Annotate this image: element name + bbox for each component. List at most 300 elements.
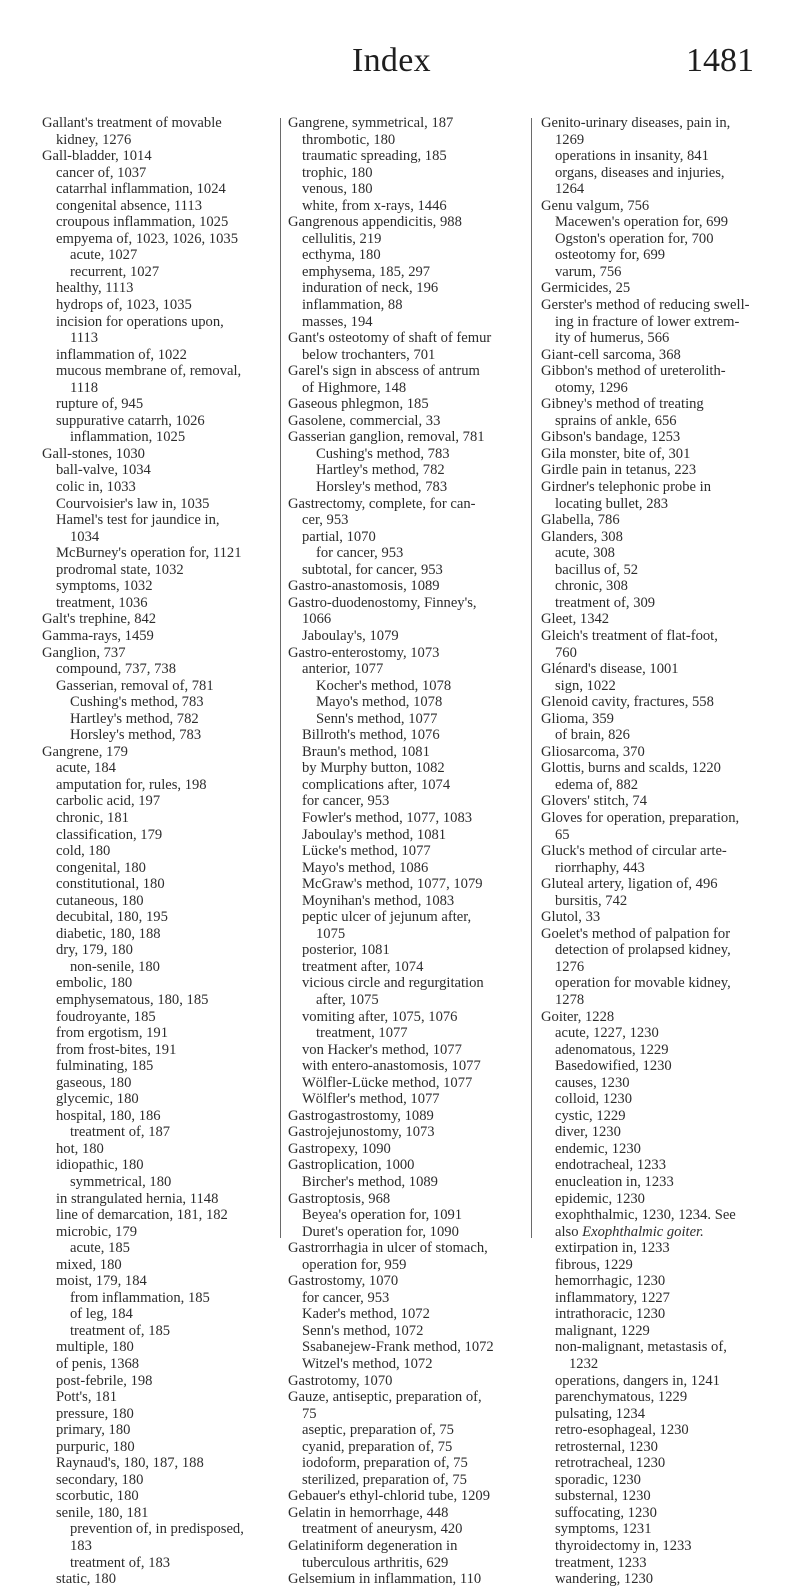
index-entry [42,777,272,794]
index-entry [541,1042,781,1059]
index-entry-text: Jaboulay's, 1079 [302,627,399,644]
index-entry [42,628,272,645]
index-entry-text: Horsley's method, 783 [70,727,202,744]
index-entry [541,1108,781,1125]
index-entry-text: Gleich's treatment of flat-foot, [541,627,718,644]
index-entry-text: wandering, 1230 [555,1571,654,1588]
index-entry-text: traumatic spreading, 185 [302,148,447,165]
index-entry-text: tuberculous arthritis, 629 [302,1554,449,1571]
index-entry-text: Ganglion, 737 [42,644,126,661]
index-entry-text: cer, 953 [302,512,349,529]
index-entry [288,1124,528,1141]
index-entry-text: emphysema, 185, 297 [302,263,431,280]
index-entry [541,893,781,910]
index-entry-text: also [555,1223,583,1240]
index-entry [288,1058,528,1075]
index-entry-text: Gelsemium in inflammation, 110 [288,1571,482,1588]
index-entry [288,1339,528,1356]
index-entry [288,512,528,529]
index-entry [42,1025,272,1042]
index-entry-text: non-senile, 180 [70,958,160,975]
index-entry [541,1488,781,1505]
index-entry [541,975,781,992]
index-entry-text: chronic, 181 [56,809,129,826]
index-entry-text: mucous membrane of, removal, [56,363,242,380]
index-entry-text: 1034 [70,528,100,545]
index-entry-text: McBurney's operation for, 1121 [56,545,242,562]
index-entry-text: adenomatous, 1229 [555,1041,669,1058]
index-entry [288,678,528,695]
index-entry [541,661,781,678]
index-entry-text: Hartley's method, 782 [316,462,445,479]
index-entry-text: Horsley's method, 783 [316,479,448,496]
index-entry [288,413,528,430]
index-entry-text: Hartley's method, 782 [70,710,199,727]
index-entry-text: catarrhal inflammation, 1024 [56,181,226,198]
index-entry-text: dry, 179, 180 [56,942,133,959]
index-entry-text: 183 [70,1538,92,1555]
index-entry [288,628,528,645]
index-entry [42,1323,272,1340]
index-entry [288,1356,528,1373]
index-entry [288,1323,528,1340]
index-entry [42,132,272,149]
index-entry [288,545,528,562]
index-entry [42,1075,272,1092]
index-entry-text: Witzel's method, 1072 [302,1356,433,1373]
index-entry [541,314,781,331]
index-entry [541,578,781,595]
index-entry-text: masses, 194 [302,313,373,330]
index-entry-text: 65 [555,826,570,843]
index-entry-text: for cancer, 953 [302,793,390,810]
index-entry [42,115,272,132]
index-entry [42,545,272,562]
index-entry [541,380,781,397]
index-entry-text: Gastro-anastomosis, 1089 [288,578,440,595]
index-entry-text: hemorrhagic, 1230 [555,1273,666,1290]
index-entry [42,1505,272,1522]
index-entry-text: inflammation, 88 [302,297,403,314]
index-entry [42,1091,272,1108]
index-entry-text: acute, 1027 [70,247,138,264]
index-entry-text: of brain, 826 [555,727,630,744]
index-entry [541,1058,781,1075]
index-entry-text: treatment, 1036 [56,594,148,611]
index-entry [541,214,781,231]
index-entry-text: Gant's osteotomy of shaft of femur [288,330,492,347]
index-entry [42,578,272,595]
index-entry [288,1257,528,1274]
index-entry-text: Girdner's telephonic probe in [541,479,712,496]
index-entry [42,1339,272,1356]
index-entry-text: colloid, 1230 [555,1091,633,1108]
index-entry [42,1406,272,1423]
index-entry-text: symptoms, 1231 [555,1521,652,1538]
index-entry-text: vicious circle and regurgitation [302,975,484,992]
index-entry-text: Giant-cell sarcoma, 368 [541,346,681,363]
index-entry-text: constitutional, 180 [56,876,165,893]
index-entry [42,148,272,165]
index-entry-text: Glabella, 786 [541,512,620,529]
index-entry-text: Cushing's method, 783 [70,694,204,711]
index-entry [288,132,528,149]
index-entry-text: Gamma-rays, 1459 [42,627,154,644]
index-entry-text: endotracheal, 1233 [555,1157,667,1174]
index-entry-text: partial, 1070 [302,528,376,545]
index-entry-text: Senn's method, 1077 [316,710,438,727]
index-entry [288,694,528,711]
index-entry [42,595,272,612]
index-entry [42,843,272,860]
index-entry [42,413,272,430]
index-entry [42,992,272,1009]
index-entry [288,661,528,678]
index-entry-text: Gauze, antiseptic, preparation of, [288,1389,482,1406]
index-entry-text: Gasserian ganglion, removal, 781 [288,429,485,446]
index-entry [42,876,272,893]
index-entry [42,479,272,496]
index-entry [288,1042,528,1059]
index-entry [541,1521,781,1538]
index-entry-text: glycemic, 180 [56,1091,139,1108]
index-entry [541,611,781,628]
index-entry-text: bacillus of, 52 [555,561,639,578]
index-entry-text: extirpation in, 1233 [555,1240,670,1257]
index-entry [288,264,528,281]
index-entry [541,512,781,529]
index-entry [541,595,781,612]
index-entry [42,1290,272,1307]
index-entry-text: retrosternal, 1230 [555,1438,658,1455]
index-entry-text: varum, 756 [555,263,622,280]
index-entry-text: locating bullet, 283 [555,495,669,512]
index-entry [541,115,781,132]
index-entry-text: colic in, 1033 [56,479,136,496]
index-entry [541,1422,781,1439]
index-entry [288,578,528,595]
index-entry [541,148,781,165]
index-entry [288,181,528,198]
index-entry [288,1455,528,1472]
index-entry [541,396,781,413]
index-entry [42,380,272,397]
index-entry-text: sterilized, preparation of, 75 [302,1471,467,1488]
index-entry-text: below trochanters, 701 [302,346,436,363]
index-entry [42,231,272,248]
index-entry [42,297,272,314]
index-entry-text: Billroth's method, 1076 [302,727,440,744]
index-entry [42,562,272,579]
index-entry-text: 1118 [70,379,99,396]
index-entry-text: otomy, 1296 [555,379,628,396]
index-entry-text: Genito-urinary diseases, pain in, [541,115,731,131]
index-entry-text: non-malignant, metastasis of, [555,1339,727,1356]
index-entry [288,1373,528,1390]
index-entry-text: Glanders, 308 [541,528,623,545]
index-entry-text: congenital absence, 1113 [56,197,203,214]
index-entry [288,347,528,364]
index-entry [541,247,781,264]
index-entry [42,1555,272,1572]
index-entry [541,1439,781,1456]
index-entry-text: Fowler's method, 1077, 1083 [302,809,473,826]
index-entry [541,1306,781,1323]
index-entry [288,1555,528,1572]
index-entry-text: 1278 [555,991,585,1008]
index-entry-text: substernal, 1230 [555,1488,651,1505]
index-entry-text: amputation for, rules, 198 [56,776,207,793]
index-entry [42,247,272,264]
index-entry [288,860,528,877]
index-entry-text: operations, dangers in, 1241 [555,1372,720,1389]
index-entry [288,744,528,761]
index-entry [288,1075,528,1092]
index-entry [288,1439,528,1456]
index-entry [42,446,272,463]
index-entry-text: prodromal state, 1032 [56,561,184,578]
index-entry-text: parenchymatous, 1229 [555,1389,688,1406]
index-entry-text: rupture of, 945 [56,396,144,413]
index-entry [42,462,272,479]
index-entry-text: thyroidectomy in, 1233 [555,1538,692,1555]
index-entry [42,1488,272,1505]
index-entry-text: ing in fracture of lower extrem- [555,313,740,330]
index-entry [288,297,528,314]
index-entry [541,413,781,430]
index-entry [288,247,528,264]
index-entry-text: osteotomy for, 699 [555,247,666,264]
index-entry [42,1174,272,1191]
index-entry-text: Bircher's method, 1089 [302,1174,438,1190]
index-entry-text: Gerster's method of reducing swell- [541,297,750,314]
index-entry [42,347,272,364]
index-entry-text: epidemic, 1230 [555,1190,645,1207]
index-entry-text: von Hacker's method, 1077 [302,1041,462,1058]
index-entry-text: treatment of, 183 [70,1554,171,1571]
index-entry [42,1157,272,1174]
index-entry [288,595,528,612]
index-entry [541,1141,781,1158]
index-entry-text: pressure, 180 [56,1405,134,1422]
index-entry [541,1207,781,1224]
index-entry-text: embolic, 180 [56,975,133,992]
index-entry-text: suppurative catarrh, 1026 [56,412,205,429]
index-entry [288,827,528,844]
index-entry-text: operation for movable kidney, [555,975,731,992]
index-entry [541,992,781,1009]
index-entry [288,893,528,910]
index-entry-text: Gastro-duodenostomy, Finney's, [288,594,477,611]
index-entry-text: for cancer, 953 [316,545,404,562]
index-entry [541,678,781,695]
index-entry-text: venous, 180 [302,181,373,198]
index-entry [42,529,272,546]
index-entry [541,264,781,281]
index-entry-text: ecthyma, 180 [302,247,381,264]
index-entry [288,1207,528,1224]
index-entry-text: Courvoisier's law in, 1035 [56,495,210,512]
index-entry-text: Goelet's method of palpation for [541,925,731,942]
index-entry [42,661,272,678]
index-entry [288,645,528,662]
page-title: Index [352,42,431,79]
index-entry [288,462,528,479]
index-entry [288,280,528,297]
index-entry [541,777,781,794]
index-entry-text: from ergotism, 191 [56,1025,169,1042]
index-entry [288,396,528,413]
index-entry [541,827,781,844]
index-entry-text: senile, 180, 181 [56,1504,149,1521]
index-entry [288,363,528,380]
index-entry [288,562,528,579]
index-entry [288,1224,528,1241]
index-entry [541,1174,781,1191]
index-entry-text: scorbutic, 180 [56,1488,139,1505]
index-entry [541,727,781,744]
index-entry [288,909,528,926]
index-entry-text: foudroyante, 185 [56,1008,156,1025]
index-entry-text: Wölfler-Lücke method, 1077 [302,1074,473,1091]
index-entry-text: post-febrile, 198 [56,1372,153,1389]
index-entry-text: Gelatin in hemorrhage, 448 [288,1504,449,1521]
index-entry [42,214,272,231]
index-entry [42,314,272,331]
index-entry [288,760,528,777]
index-entry-text: inflammatory, 1227 [555,1289,670,1306]
index-entry-text: fibrous, 1229 [555,1256,633,1273]
index-entry-text: secondary, 180 [56,1471,144,1488]
index-entry-text: cutaneous, 180 [56,892,144,909]
index-entry [42,760,272,777]
index-entry-text: gaseous, 180 [56,1074,132,1091]
index-entry-text: subtotal, for cancer, 953 [302,561,443,578]
index-entry-text: microbic, 179 [56,1223,138,1240]
index-entry [42,512,272,529]
index-entry-text: Kader's method, 1072 [302,1306,430,1323]
index-entry-text: Braun's method, 1081 [302,743,430,760]
index-entry [541,1571,781,1588]
index-entry [42,1224,272,1241]
index-entry [541,1455,781,1472]
index-entry [541,860,781,877]
index-entry-text: hydrops of, 1023, 1035 [56,297,192,314]
index-entry-text: intrathoracic, 1230 [555,1306,666,1323]
index-entry-text: peptic ulcer of jejunum after, [302,909,472,926]
index-entry-text: cancer of, 1037 [56,164,147,181]
index-entry-text: posterior, 1081 [302,942,390,959]
index-entry [541,496,781,513]
index-entry [541,1025,781,1042]
index-entry [541,1191,781,1208]
index-entry-text: Gastro-enterostomy, 1073 [288,644,440,661]
index-entry-text: decubital, 180, 195 [56,909,168,926]
index-entry [42,744,272,761]
index-entry-text: Gastrostomy, 1070 [288,1273,399,1290]
index-entry [42,727,272,744]
column-divider-1 [280,118,281,1238]
index-entry-text: Gelatiniform degeneration in [288,1538,458,1555]
index-entry [42,1240,272,1257]
index-entry [541,231,781,248]
index-entry-text: Girdle pain in tetanus, 223 [541,462,697,479]
index-entry-text: Gleet, 1342 [541,611,610,628]
index-entry [288,1571,528,1588]
index-entry [42,1455,272,1472]
index-entry [42,496,272,513]
index-entry-text: Gastrogastrostomy, 1089 [288,1107,434,1124]
index-entry-text: Gila monster, bite of, 301 [541,445,691,462]
index-entry-text: riorrhaphy, 443 [555,859,645,876]
index-entry-text: cyanid, preparation of, 75 [302,1438,453,1455]
index-entry [541,1339,781,1356]
index-entry-text: 760 [555,644,577,661]
index-entry [541,1240,781,1257]
index-entry-text: Garel's sign in abscess of antrum [288,363,480,380]
index-entry [541,479,781,496]
index-entry [288,198,528,215]
index-entry [288,1141,528,1158]
index-entry [541,628,781,645]
index-entry-text: from frost-bites, 191 [56,1041,177,1058]
index-entry [42,1306,272,1323]
index-entry [288,1091,528,1108]
index-entry-text: with entero-anastomosis, 1077 [302,1058,481,1075]
index-entry-text: carbolic acid, 197 [56,793,161,810]
index-entry [288,1009,528,1026]
index-entry-text: Ssabanejew-Frank method, 1072 [302,1339,494,1356]
index-entry [541,1538,781,1555]
index-entry-text: Macewen's operation for, 699 [555,214,729,231]
index-entry [42,711,272,728]
index-entry [288,1108,528,1125]
index-entry-text: congenital, 180 [56,859,146,876]
index-entry [541,529,781,546]
index-entry [541,694,781,711]
index-entry-text: Gastrotomy, 1070 [288,1372,393,1389]
index-entry [42,198,272,215]
index-entry-text: Duret's operation for, 1090 [302,1223,459,1240]
index-entry [288,380,528,397]
index-entry-text: Glovers' stitch, 74 [541,793,647,810]
index-entry [42,1058,272,1075]
index-entry [288,843,528,860]
index-entry [288,711,528,728]
index-entry [541,843,781,860]
index-entry-text: Gangrene, symmetrical, 187 [288,115,454,131]
index-entry [541,1356,781,1373]
index-entry-text: sign, 1022 [555,677,616,694]
index-entry-text: 1113 [70,330,99,347]
index-entry [42,264,272,281]
index-entry-text: after, 1075 [316,991,379,1008]
index-entry-text: malignant, 1229 [555,1322,650,1339]
index-entry-text: empyema of, 1023, 1026, 1035 [56,230,238,247]
index-entry-text: Beyea's operation for, 1091 [302,1207,463,1224]
index-entry-text: Gibney's method of treating [541,396,704,413]
index-entry [541,132,781,149]
index-entry [541,1505,781,1522]
index-entry-text: primary, 180 [56,1422,131,1439]
index-entry [42,645,272,662]
index-entry-text: for cancer, 953 [302,1289,390,1306]
index-entry-text: McGraw's method, 1077, 1079 [302,876,483,893]
index-entry-text: acute, 308 [555,545,615,562]
index-entry-text: fulminating, 185 [56,1058,154,1075]
index-entry-text: Gangrene, 179 [42,743,128,760]
index-entry-text: acute, 185 [70,1240,130,1257]
